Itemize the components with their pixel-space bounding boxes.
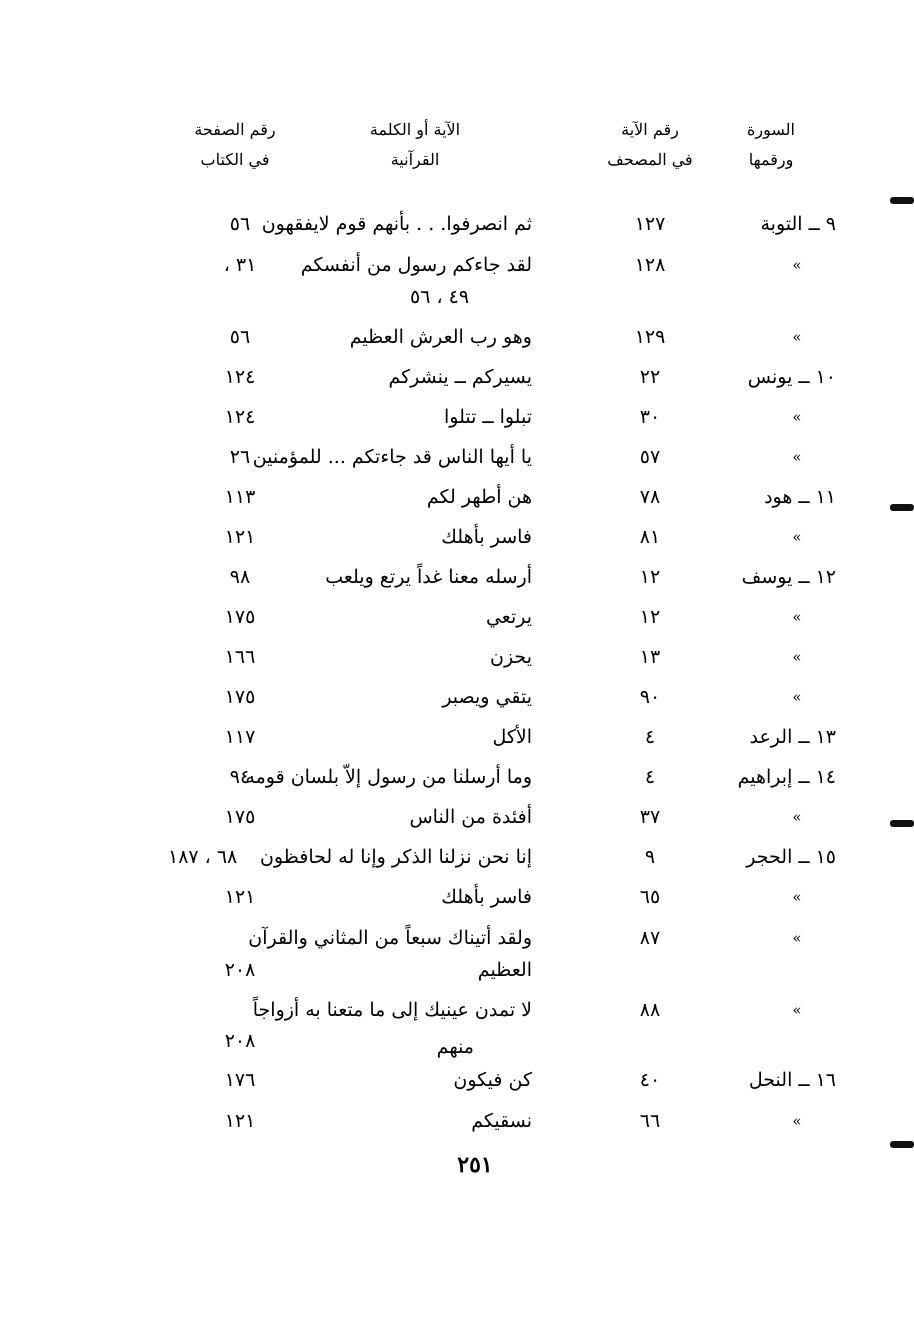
page-cell: ١٧٥ (224, 606, 256, 628)
ayah-cell: ٥٧ (639, 446, 661, 468)
table-row (0, 560, 914, 594)
verse-cell: يا أيها الناس قد جاءتكم ... للمؤمنين (252, 446, 532, 468)
page-cell: ١٢٤ (224, 406, 256, 428)
page-cell: ١١٧ (224, 726, 256, 748)
ditto-mark: » (792, 688, 802, 706)
binding-mark (890, 504, 914, 511)
page-cell: ٢٠٨ (224, 959, 256, 981)
surah-cell: ١٤ ــ إبراهيم (737, 766, 836, 788)
header-page-line2: في الكتاب (200, 150, 270, 169)
page-cell: ١٧٥ (224, 806, 256, 828)
page-cell: ١٢٤ (224, 366, 256, 388)
ditto-mark: » (792, 608, 802, 626)
table-row (0, 640, 914, 674)
page-number: ٢٥١ (457, 1152, 493, 1178)
surah-cell: ٩ ــ التوبة (760, 213, 836, 235)
verse-cell: فاسر بأهلك (441, 526, 532, 548)
ayah-cell: ٣٠ (639, 406, 661, 428)
table-row (0, 680, 914, 714)
ayah-cell: ١٢٧ (634, 213, 666, 235)
ditto-mark: » (792, 408, 802, 426)
verse-cell-continuation: العظيم (477, 959, 532, 981)
binding-mark (890, 820, 914, 827)
page-cell: ١٢١ (224, 886, 256, 908)
verse-cell: ولقد أتيناك سبعاً من المثاني والقرآن (248, 927, 532, 949)
ayah-cell: ١٢٩ (634, 326, 666, 348)
header-verse-line1: الآية أو الكلمة (369, 120, 461, 139)
ayah-cell: ٨٨ (639, 999, 661, 1021)
table-row (0, 248, 914, 282)
table-row (0, 600, 914, 634)
header-surah-line2: ورقمها (748, 150, 794, 169)
verse-cell: لا تمدن عينيك إلى ما متعنا به أزواجاً (252, 999, 532, 1021)
verse-cell: أرسله معنا غداً يرتع ويلعب (325, 566, 532, 588)
surah-cell: ١٥ ــ الحجر (746, 846, 836, 868)
header-surah (726, 115, 816, 175)
ayah-cell: ١٢ (639, 566, 661, 588)
table-row (0, 720, 914, 754)
page-cell: ٢٦ (229, 446, 251, 468)
table-row (0, 880, 914, 914)
page-cell: ١١٣ (224, 486, 256, 508)
ditto-mark: » (792, 256, 802, 274)
ayah-cell: ٨٧ (639, 927, 661, 949)
table-row (0, 921, 914, 955)
table-row (0, 320, 914, 354)
verse-cell: يتقي ويصبر (442, 686, 532, 708)
surah-cell: ١٣ ــ الرعد (749, 726, 836, 748)
table-row (0, 440, 914, 474)
header-surah-line1: السورة (747, 120, 795, 139)
table-row (0, 400, 914, 434)
ayah-cell: ٤ (644, 766, 656, 788)
table-row (0, 840, 914, 874)
verse-cell: هن أطهر لكم (426, 486, 532, 508)
ditto-mark: » (792, 929, 802, 947)
header-page-line1: رقم الصفحة (194, 120, 276, 139)
page-cell: ٩٤ (229, 766, 251, 788)
ayah-cell: ٤ (644, 726, 656, 748)
header-verse (340, 115, 490, 175)
verse-cell-continuation: منهم (436, 1036, 474, 1058)
table-row (0, 760, 914, 794)
verse-cell: إنا نحن نزلنا الذكر وإنا له لحافظون (259, 846, 532, 868)
verse-cell: كن فيكون (453, 1069, 532, 1091)
verse-cell: ثم انصرفوا. . . بأنهم قوم لايفقهون (261, 213, 532, 235)
ayah-cell: ٧٨ (639, 486, 661, 508)
header-ayah-line2: في المصحف (607, 150, 693, 169)
page-cell: ١٧٥ (224, 686, 256, 708)
verse-cell: يسيركم ــ ينشركم (388, 366, 532, 388)
header-ayah-line1: رقم الآية (621, 120, 679, 139)
verse-cell: وما أرسلنا من رسول إلاّ بلسان قومه (245, 766, 532, 788)
page-cell-continuation: ٤٩ ، ٥٦ (410, 286, 470, 308)
verse-cell: أفئدة من الناس (409, 806, 532, 828)
ayah-cell: ٢٢ (639, 366, 661, 388)
surah-cell: ١٢ ــ يوسف (741, 566, 836, 588)
verse-cell: نسقيكم (471, 1110, 532, 1132)
ditto-mark: » (792, 648, 802, 666)
page-cell: ٥٦ (229, 213, 251, 235)
header-ayah (595, 115, 705, 175)
verse-cell: الأكل (492, 726, 532, 748)
ditto-mark: » (792, 888, 802, 906)
header-page (180, 115, 290, 175)
header-verse-line2: القرآنية (390, 150, 440, 169)
page-cell: ٣١ ، (223, 254, 257, 276)
table-row (0, 480, 914, 514)
verse-cell: وهو رب العرش العظيم (349, 326, 532, 348)
ditto-mark: » (792, 1112, 802, 1130)
ayah-cell: ٤٠ (639, 1069, 661, 1091)
ditto-mark: » (792, 528, 802, 546)
ayah-cell: ١٢٨ (634, 254, 666, 276)
ayah-cell: ٣٧ (639, 806, 661, 828)
page-cell: ١٢١ (224, 526, 256, 548)
ditto-mark: » (792, 808, 802, 826)
verse-cell: يرتعي (485, 606, 532, 628)
page-cell: ٥٦ (229, 326, 251, 348)
page-cell: ٢٠٨ (224, 1030, 256, 1052)
ayah-cell: ٦٦ (639, 1110, 661, 1132)
table-row (0, 360, 914, 394)
page-cell: ٦٨ ، ١٨٧ (168, 846, 238, 868)
verse-cell: تبلوا ــ تتلوا (443, 406, 532, 428)
binding-mark (890, 197, 914, 204)
table-row (0, 1063, 914, 1097)
ayah-cell: ٨١ (639, 526, 661, 548)
page-cell: ٩٨ (229, 566, 251, 588)
table-row (0, 1104, 914, 1138)
binding-mark (890, 1141, 914, 1148)
verse-cell: فاسر بأهلك (441, 886, 532, 908)
surah-cell: ١٦ ــ النحل (748, 1069, 836, 1091)
ditto-mark: » (792, 448, 802, 466)
ayah-cell: ١٣ (639, 646, 661, 668)
table-row (0, 800, 914, 834)
page-cell: ١٢١ (224, 1110, 256, 1132)
ayah-cell: ١٢ (639, 606, 661, 628)
verse-cell: لقد جاءكم رسول من أنفسكم (300, 254, 532, 276)
page-cell: ١٦٦ (224, 646, 256, 668)
ditto-mark: » (792, 1001, 802, 1019)
table-row (0, 993, 914, 1027)
table-row (0, 520, 914, 554)
page-cell: ١٧٦ (224, 1069, 256, 1091)
verse-cell: يحزن (490, 646, 532, 668)
table-row (0, 207, 914, 241)
ayah-cell: ٩ (644, 846, 656, 868)
ditto-mark: » (792, 328, 802, 346)
surah-cell: ١٠ ــ يونس (747, 366, 836, 388)
ayah-cell: ٦٥ (639, 886, 661, 908)
ayah-cell: ٩٠ (639, 686, 661, 708)
surah-cell: ١١ ــ هود (764, 486, 836, 508)
